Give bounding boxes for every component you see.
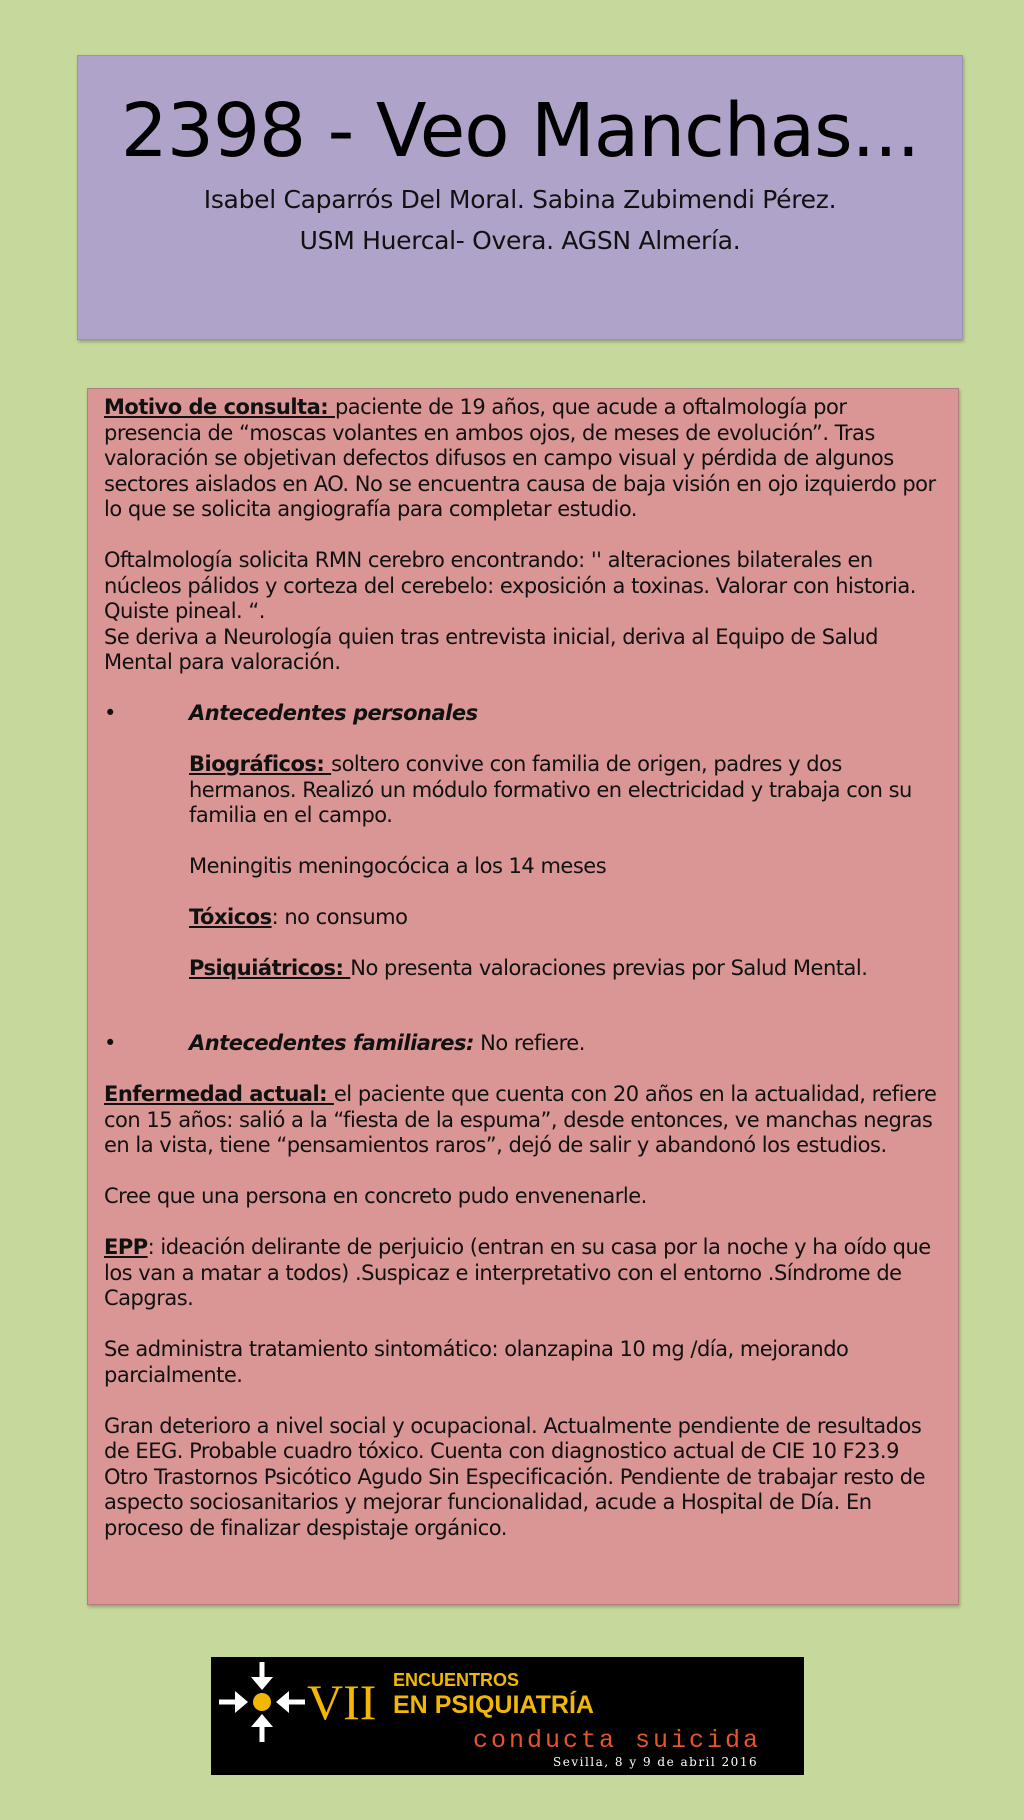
antecedentes-familiares-text: No refiere. <box>473 1031 585 1055</box>
psiquiatricos-paragraph <box>189 956 944 982</box>
antecedentes-personales-item <box>104 701 944 1007</box>
bullet-icon: • <box>104 1031 116 1055</box>
epp-label: EPP <box>104 1235 148 1259</box>
envenenar-paragraph: Cree que una persona en concreto pudo envenenarle. <box>104 1184 647 1208</box>
logo-line2 <box>393 1690 594 1719</box>
event-logo <box>211 1657 804 1775</box>
toxicos-label: Tóxicos <box>189 905 272 929</box>
epp-text: : ideación delirante de perjuicio (entran en su casa por la noche y ha oído que los van a matar a todos) .Suspicaz e interpretativo con el entorno .Síndrome de Capgras. <box>104 1235 931 1310</box>
toxicos-paragraph <box>189 905 944 931</box>
tratamiento-paragraph: Se administra tratamiento sintomático: olanzapina 10 mg /día, mejorando parcialmente. <box>104 1337 849 1387</box>
derivacion-paragraph: Se deriva a Neurología quien tras entrevista inicial, deriva al Equipo de Salud Mental para valoración. <box>104 624 878 674</box>
logo-line1: ENCUENTROS <box>393 1670 520 1690</box>
authors-line: Isabel Caparrós Del Moral. Sabina Zubimendi Pérez. <box>203 185 837 214</box>
antecedentes-personales-body <box>189 701 944 1007</box>
poster-title: 2398 - Veo Manchas... <box>120 88 920 174</box>
bullet-icon: • <box>104 701 116 725</box>
biograficos-paragraph <box>189 752 944 829</box>
event-logo-graphic <box>211 1657 804 1775</box>
logo-date: Sevilla, 8 y 9 de abril 2016 <box>553 1755 759 1769</box>
logo-line2-main: PSIQUIATRÍA <box>434 1691 594 1719</box>
toxicos-text: : no consumo <box>271 905 408 929</box>
motivo-paragraph <box>104 395 944 523</box>
rmn-paragraph: Oftalmología solicita RMN cerebro encontrando: '' alteraciones bilaterales en núcleos pálidos y corteza del cerebelo: exposición a toxinas. Valorar con historia. Quiste pineal. “. <box>104 548 916 623</box>
biograficos-text: soltero convive con familia de origen, padres y dos hermanos. Realizó un módulo formativo en electricidad y trabaja con su familia en el campo. <box>189 752 912 827</box>
enfermedad-label: Enfermedad actual: <box>104 1082 334 1106</box>
logo-line2-prefix: EN <box>393 1691 435 1719</box>
antecedentes-personales-heading: Antecedentes personales <box>189 701 478 725</box>
logo-tagline: conducta suicida <box>473 1726 762 1755</box>
enfermedad-text: el paciente que cuenta con 20 años en la actualidad, refiere con 15 años: salió a la “fiesta de la espuma”, desde entonces, ve manchas negras en la vista, tiene “pensamientos raros”, dejó de salir y abandonó los estudios. <box>104 1082 937 1157</box>
antecedentes-familiares-heading: Antecedentes familiares: <box>189 1031 474 1055</box>
epp-paragraph <box>104 1235 944 1312</box>
institution-line: USM Huercal- Overa. AGSN Almería. <box>299 226 741 255</box>
deterioro-paragraph: Gran deterioro a nivel social y ocupacional. Actualmente pendiente de resultados de EEG. Probable cuadro tóxico. Cuenta con diagnostico actual de CIE 10 F23.9 Otro Trastornos Psicótico Agudo Sin Especificación. Pendiente de trabajar resto de aspecto sociosanitarios y mejorar funcionalidad, acude a Hospital de Día. En proceso de finalizar despistaje orgánico. <box>104 1413 926 1540</box>
psiquiatricos-text: No presenta valoraciones previas por Salud Mental. <box>350 956 868 980</box>
title-panel <box>77 55 963 340</box>
meningitis-paragraph: Meningitis meningocócica a los 14 meses <box>189 854 607 878</box>
psiquiatricos-label: Psiquiátricos: <box>189 956 351 980</box>
antecedentes-familiares-body <box>189 1031 944 1082</box>
motivo-label: Motivo de consulta: <box>104 395 335 419</box>
antecedentes-familiares-item <box>104 1031 944 1082</box>
enfermedad-paragraph <box>104 1082 944 1159</box>
biograficos-label: Biográficos: <box>189 752 332 776</box>
logo-roman-numeral: VII <box>307 1674 377 1730</box>
motivo-text: paciente de 19 años, que acude a oftalmología por presencia de “moscas volantes en ambos ojos, de meses de evolución”. Tras valoración se objetivan defectos difusos en campo visual y pérdida de algunos sectores aislados en AO. No se encuentra causa de baja visión en ojo izquierdo por lo que se solicita angiografía para completar estudio. <box>104 395 936 521</box>
case-content-panel <box>87 388 959 1605</box>
